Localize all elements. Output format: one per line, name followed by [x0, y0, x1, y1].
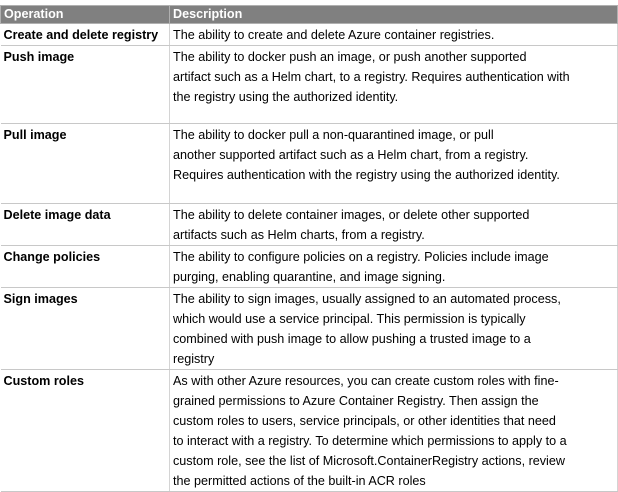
description-line: grained permissions to Azure Container Registry. Then assign the [173, 394, 539, 408]
header-description: Description [170, 6, 618, 24]
description-cell [170, 288, 618, 370]
operation-cell: Pull image [1, 124, 170, 204]
description-line: custom role, see the list of Microsoft.ContainerRegistry actions, review [173, 454, 565, 468]
description-line: The ability to configure policies on a registry. Policies include image [173, 250, 549, 264]
description-line: registry [173, 352, 215, 366]
operation-cell: Custom roles [1, 370, 170, 492]
operation-cell: Sign images [1, 288, 170, 370]
description-cell [170, 46, 618, 124]
description-line: The ability to docker pull a non-quarantined image, or pull [173, 128, 494, 142]
header-operation: Operation [1, 6, 170, 24]
description-line: another supported artifact such as a Helm chart, from a registry. [173, 148, 529, 162]
description-line: artifacts such as Helm charts, from a registry. [173, 228, 425, 242]
table-row [1, 24, 618, 46]
description-line: the permitted actions of the built-in ACR roles [173, 474, 426, 488]
permissions-table [0, 5, 618, 492]
description-line: purging, enabling quarantine, and image signing. [173, 270, 446, 284]
table-row [1, 46, 618, 124]
description-line: Requires authentication with the registry using the authorized identity. [173, 168, 560, 182]
operation-cell: Change policies [1, 246, 170, 288]
description-line: custom roles to users, service principals, or other identities that need [173, 414, 556, 428]
description-cell [170, 370, 618, 492]
description-line: The ability to create and delete Azure container registries. [173, 28, 495, 42]
description-cell [170, 246, 618, 288]
description-line: The ability to sign images, usually assigned to an automated process, [173, 292, 561, 306]
description-line: to interact with a registry. To determine which permissions to apply to a [173, 434, 567, 448]
table-row [1, 124, 618, 204]
header-row [1, 6, 618, 24]
description-line: The ability to docker push an image, or push another supported [173, 50, 527, 64]
operation-cell: Delete image data [1, 204, 170, 246]
table-row [1, 288, 618, 370]
description-line: artifact such as a Helm chart, to a registry. Requires authentication with [173, 70, 570, 84]
description-line: which would use a service principal. This permission is typically [173, 312, 526, 326]
description-cell [170, 204, 618, 246]
table-row [1, 204, 618, 246]
description-cell [170, 24, 618, 46]
description-line: The ability to delete container images, or delete other supported [173, 208, 530, 222]
operation-cell: Create and delete registry [1, 24, 170, 46]
description-line: combined with push image to allow pushing a trusted image to a [173, 332, 531, 346]
operation-cell: Push image [1, 46, 170, 124]
table-row [1, 246, 618, 288]
description-cell [170, 124, 618, 204]
description-line: As with other Azure resources, you can create custom roles with fine- [173, 374, 559, 388]
table-row [1, 370, 618, 492]
description-line: the registry using the authorized identity. [173, 90, 399, 104]
